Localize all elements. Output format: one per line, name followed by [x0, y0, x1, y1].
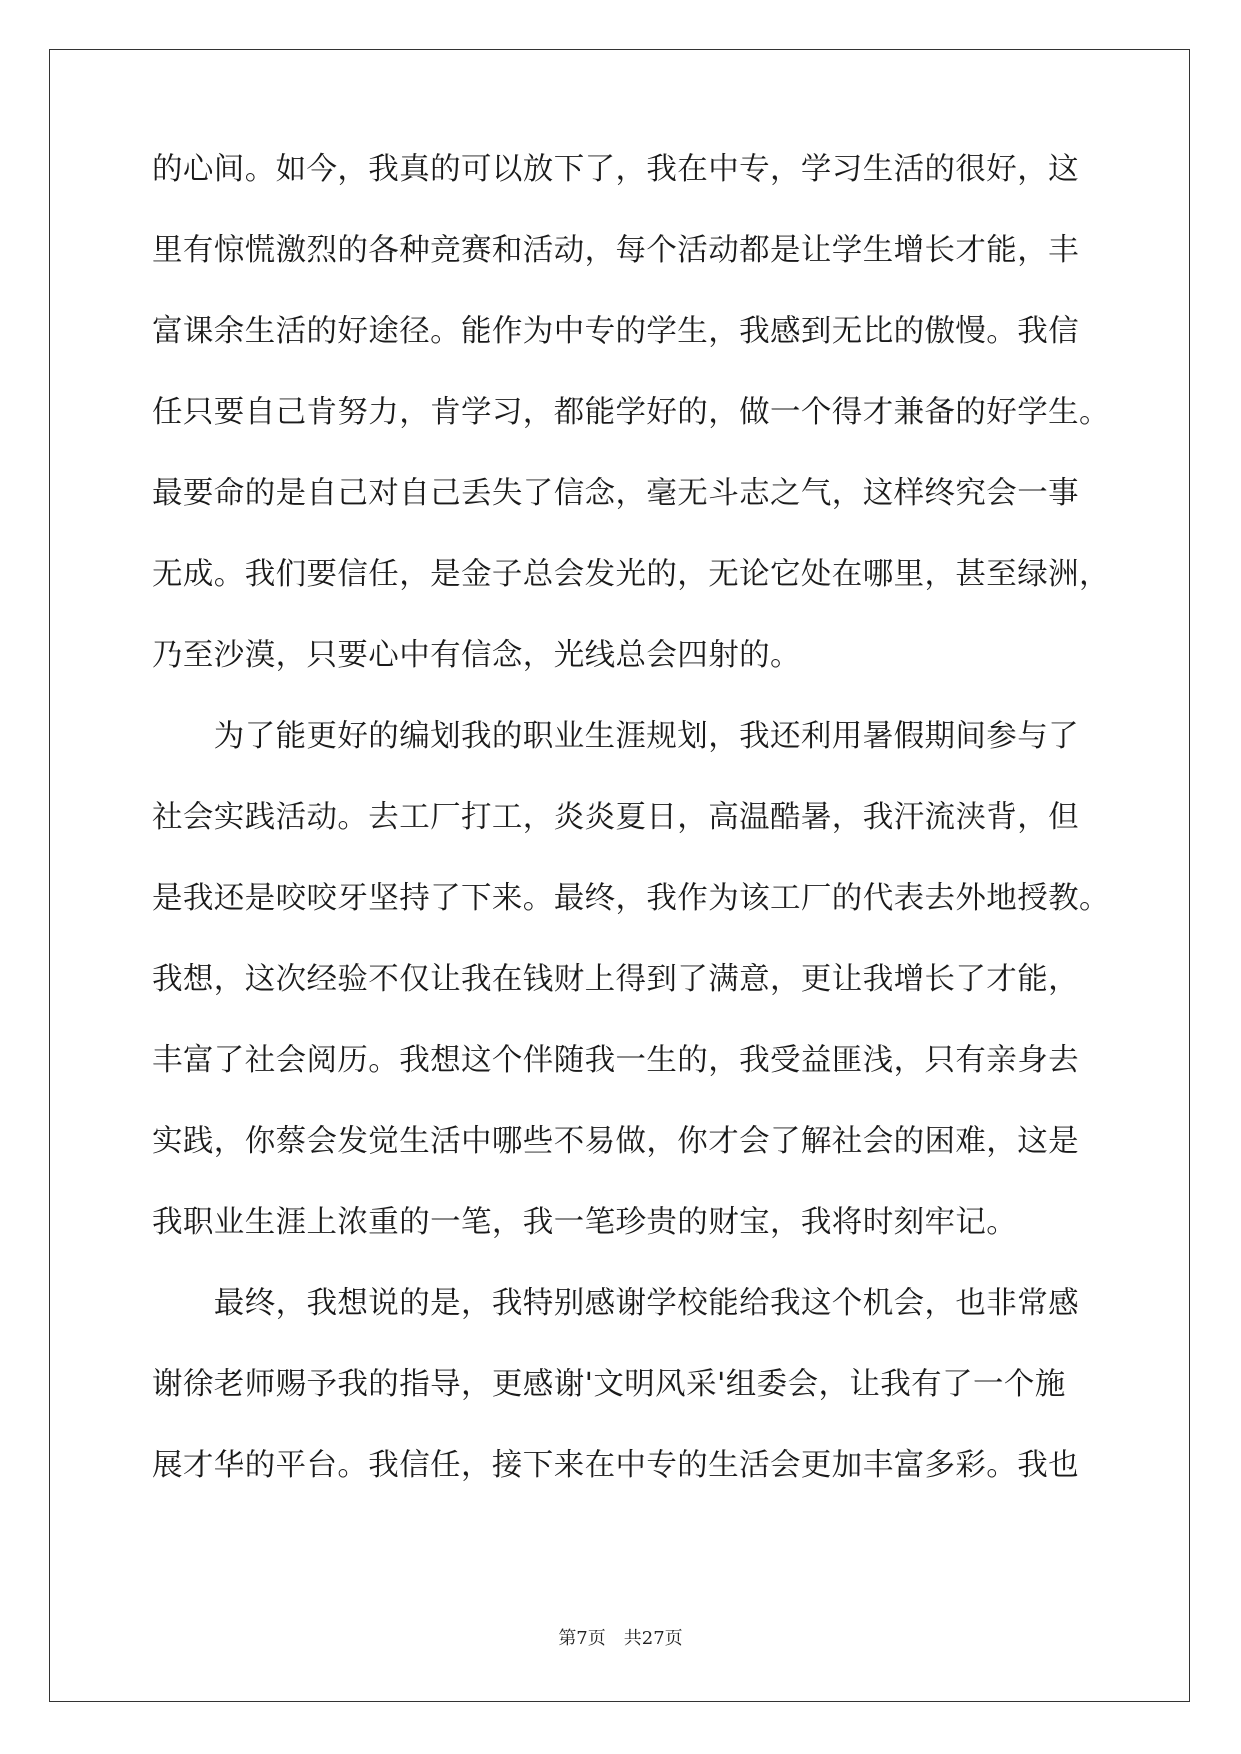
text-line: 谢徐老师赐予我的指导，更感谢'文明风采'组委会，让我有了一个施: [152, 1367, 1066, 1402]
paragraph-start-line: 为了能更好的编划我的职业生涯规划，我还利用暑假期间参与了: [152, 719, 1079, 754]
text-line: 社会实践活动。去工厂打工，炎炎夏日，高温酷暑，我汗流浃背，但: [152, 800, 1079, 835]
text-line: 丰富了社会阅历。我想这个伴随我一生的，我受益匪浅，只有亲身去: [152, 1043, 1079, 1078]
page-number: 第7页 共27页: [558, 1628, 683, 1649]
text-line: 的心间。如今，我真的可以放下了，我在中专，学习生活的很好，这: [152, 152, 1079, 187]
text-line: 实践，你蔡会发觉生活中哪些不易做，你才会了解社会的困难，这是: [152, 1124, 1079, 1159]
page-footer: [0, 1624, 1241, 1650]
text-line: 任只要自己肯努力，肯学习，都能学好的，做一个得才兼备的好学生。: [152, 395, 1110, 430]
text-line: 是我还是咬咬牙坚持了下来。最终，我作为该工厂的代表去外地授教。: [152, 881, 1110, 916]
text-line: 里有惊慌激烈的各种竞赛和活动，每个活动都是让学生增长才能，丰: [152, 233, 1079, 268]
text-line: 乃至沙漠，只要心中有信念，光线总会四射的。: [152, 638, 801, 673]
text-line: 富课余生活的好途径。能作为中专的学生，我感到无比的傲慢。我信: [152, 314, 1079, 349]
text-line: 展才华的平台。我信任，接下来在中专的生活会更加丰富多彩。我也: [152, 1448, 1079, 1483]
text-line: 我想，这次经验不仅让我在钱财上得到了满意，更让我增长了才能，: [152, 962, 1079, 997]
text-line: 我职业生涯上浓重的一笔，我一笔珍贵的财宝，我将时刻牢记。: [152, 1205, 1018, 1240]
text-line: 最要命的是自己对自己丢失了信念，毫无斗志之气，这样终究会一事: [152, 476, 1079, 511]
text-line: 无成。我们要信任，是金子总会发光的，无论它处在哪里，甚至绿洲，: [152, 557, 1110, 592]
paragraph-start-line: 最终，我想说的是，我特别感谢学校能给我这个机会，也非常感: [152, 1286, 1079, 1321]
